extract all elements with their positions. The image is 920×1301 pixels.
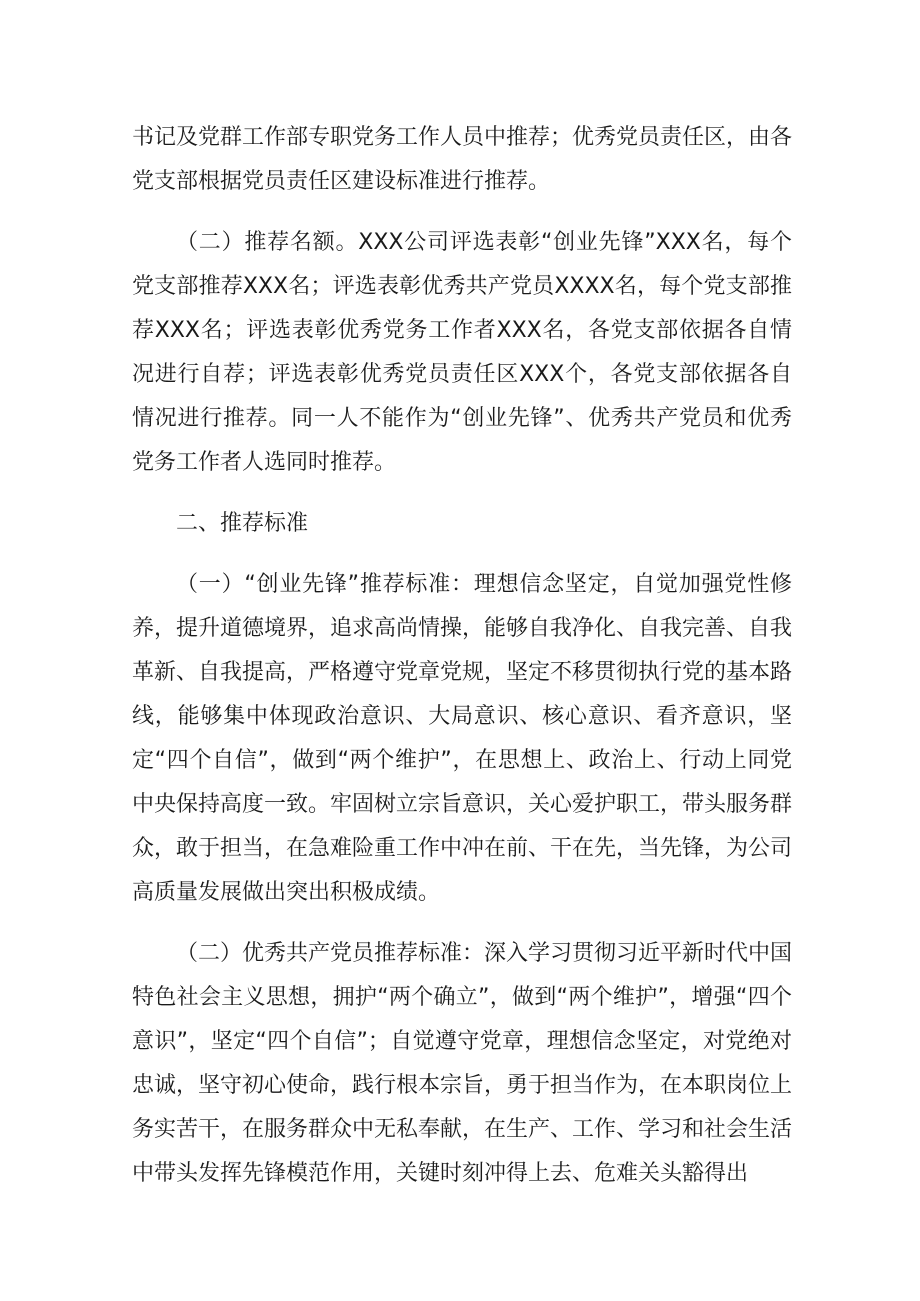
document-body [132, 116, 792, 1213]
paragraph-quota: （二）推荐名额。XXX公司评选表彰“创业先锋”XXX名，每个党支部推荐XXX名；评选表彰优秀共产党员XXXX名，每个党支部推荐XXX名；评选表彰优秀党务工作者XXX名，各党支部依据各自情况进行自荐；评选表彰优秀党员责任区XXX个，各党支部依据各自情况进行推荐。同一人不能作为“创业先锋”、优秀共产党员和优秀党务工作者人选同时推荐。 [132, 230, 792, 475]
paragraph-member-standard: （二）优秀共产党员推荐标准：深入学习贯彻习近平新时代中国特色社会主义思想，拥护“两个确立”，做到“两个维护”，增强“四个意识”，坚定“四个自信”；自觉遵守党章，理想信念坚定，对党绝对忠诚，坚守初心使命，践行根本宗旨，勇于担当作为，在本职岗位上务实苦干，在服务群众中无私奉献，在生产、工作、学习和社会生活中带头发挥先锋模范作用，关键时刻冲得上去、危难关头豁得出 [132, 941, 793, 1186]
section-heading: 二、推荐标准 [176, 511, 309, 536]
paragraph-continuation: 书记及党群工作部专职党务工作人员中推荐；优秀党员责任区，由各党支部根据党员责任区建设标准进行推荐。 [132, 125, 793, 194]
paragraph-pioneer-standard: （一）“创业先锋”推荐标准：理想信念坚定，自觉加强党性修养，提升道德境界，追求高尚情操，能够自我净化、自我完善、自我革新、自我提高，严格遵守党章党规，坚定不移贯彻执行党的基本路线，能够集中体现政治意识、大局意识、核心意识、看齐意识，坚定“四个自信”，做到“两个维护”，在思想上、政治上、行动上同党中央保持高度一致。牢固树立宗旨意识，关心爱护职工，带头服务群众，敢于担当，在急难险重工作中冲在前、干在先，当先锋，为公司高质量发展做出突出积极成绩。 [132, 572, 793, 905]
